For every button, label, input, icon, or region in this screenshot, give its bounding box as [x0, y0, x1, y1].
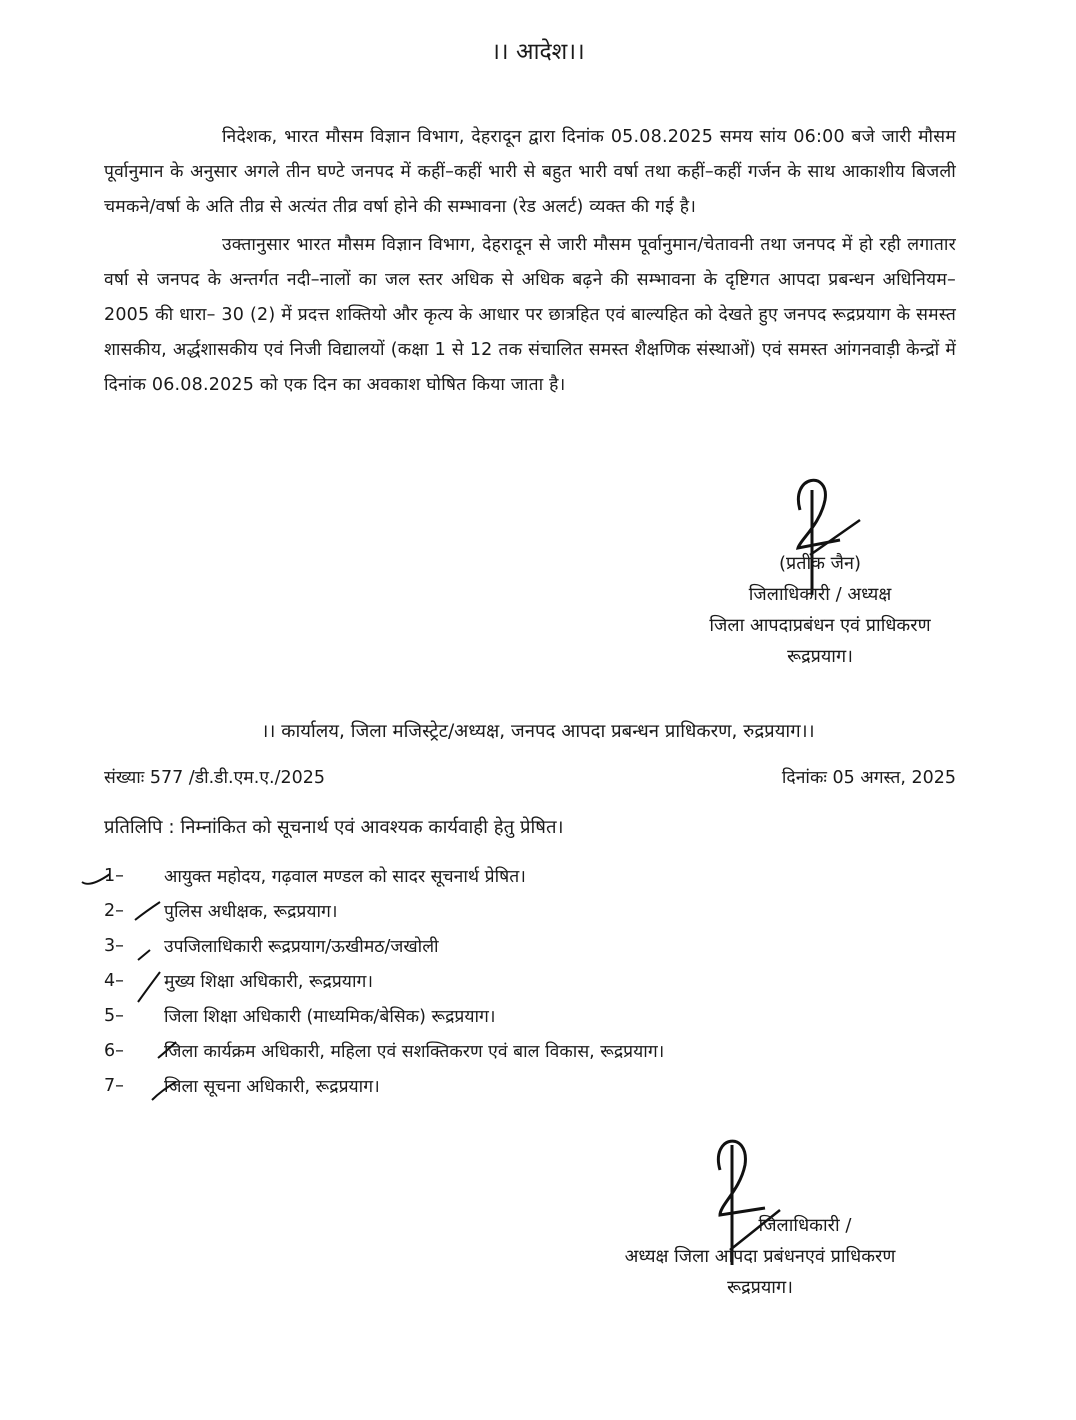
signatory-name: (प्रतीक जैन): [778, 553, 862, 574]
list-item: [104, 998, 904, 1033]
reference-row: [104, 765, 956, 789]
list-number: 2–: [104, 900, 124, 921]
list-number: 3–: [104, 935, 124, 956]
list-text: जिला कार्यक्रम अधिकारी, महिला एवं सशक्तिकरण एवं बाल विकास, रूद्रप्रयाग।: [164, 1041, 665, 1062]
signatory-place: रूद्रप्रयाग।: [787, 646, 853, 667]
order-title: ।। आदेश।।: [491, 39, 585, 65]
signature-block-2: [560, 1210, 960, 1303]
list-text: जिला सूचना अधिकारी, रूद्रप्रयाग।: [164, 1076, 380, 1097]
reference-date: दिनांकः 05 अगस्त, 2025: [781, 768, 956, 788]
signatory-authority: अध्यक्ष जिला आपदा प्रबंधनएवं प्राधिकरण: [624, 1246, 896, 1267]
handwritten-tick-marks-icon: [80, 860, 180, 1110]
signatory-designation: जिलाधिकारी / अध्यक्ष: [748, 584, 892, 605]
office-header: ।। कार्यालय, जिला मजिस्ट्रेट/अध्यक्ष, जनपद आपदा प्रबन्धन प्राधिकरण, रुद्रप्रयाग।।: [261, 721, 815, 742]
list-number: 1–: [104, 865, 124, 886]
order-paragraph-2: उक्तानुसार भारत मौसम विज्ञान विभाग, देहरादून से जारी मौसम पूर्वानुमान/चेतावनी तथा जनपद में हो रही लगातार वर्षा से जनपद के अन्तर्गत नदी–नालों का जल स्तर अधिक से अधिक बढ़ने की सम्भावना के दृष्टिगत आपदा प्रबन्धन अधिनियम– 2005 की धारा– 30 (2) में प्रदत्त शक्तियो और कृत्य के आधार पर छात्रहित एवं बाल्यहित को देखते हुए जनपद रूद्रप्रयाग के समस्त शासकीय, अर्द्धशासकीय एवं निजी विद्यालयों (कक्षा 1 से 12 तक संचालित समस्त शैक्षणिक संस्थाओं) एवं समस्त आंगनवाड़ी केन्द्रों में दिनांक 06.08.2025 को एक दिन का अवकाश घोषित किया जाता है।: [104, 235, 956, 395]
list-item: [104, 858, 904, 893]
list-item: [104, 1033, 904, 1068]
order-paragraph-1: निदेशक, भारत मौसम विज्ञान विभाग, देहरादून द्वारा दिनांक 05.08.2025 समय सांय 06:00 बजे जारी मौसम पूर्वानुमान के अनुसार अगले तीन घण्टे जनपद में कहीं–कहीं भारी से बहुत भारी वर्षा तथा कहीं–कहीं गर्जन के साथ आकाशीय बिजली चमकने/वर्षा के अति तीव्र से अत्यंत तीव्र वर्षा होने की सम्भावना (रेड अलर्ट) व्यक्त की गई है।: [104, 127, 956, 217]
list-text: पुलिस अधीक्षक, रूद्रप्रयाग।: [164, 901, 338, 922]
list-number: 6–: [104, 1040, 124, 1061]
signatory-place: रूद्रप्रयाग।: [727, 1277, 793, 1298]
list-text: जिला शिक्षा अधिकारी (माध्यमिक/बेसिक) रूद्रप्रयाग।: [164, 1006, 496, 1027]
list-item: [104, 928, 904, 963]
signatory-designation: जिलाधिकारी /: [758, 1215, 852, 1236]
list-text: उपजिलाधिकारी रूद्रप्रयाग/ऊखीमठ/जखोली: [164, 936, 439, 957]
signature-block-1: [660, 548, 980, 672]
list-text: मुख्य शिक्षा अधिकारी, रूद्रप्रयाग।: [164, 971, 373, 992]
list-number: 5–: [104, 1005, 124, 1026]
list-text: आयुक्त महोदय, गढ़वाल मण्डल को सादर सूचनार्थ प्रेषित।: [164, 866, 526, 887]
list-item: [104, 1068, 904, 1103]
list-item: [104, 963, 904, 998]
reference-number: संख्याः 577 /डी.डी.एम.ए./2025: [104, 768, 326, 788]
signatory-authority: जिला आपदाप्रबंधन एवं प्राधिकरण: [709, 615, 931, 636]
list-item: [104, 893, 904, 928]
list-number: 7–: [104, 1075, 124, 1096]
list-number: 4–: [104, 970, 124, 991]
copy-to-heading: प्रतिलिपि : निम्नांकित को सूचनार्थ एवं आवश्यक कार्यवाही हेतु प्रेषित।: [104, 817, 564, 838]
copy-to-list: [104, 858, 904, 1103]
